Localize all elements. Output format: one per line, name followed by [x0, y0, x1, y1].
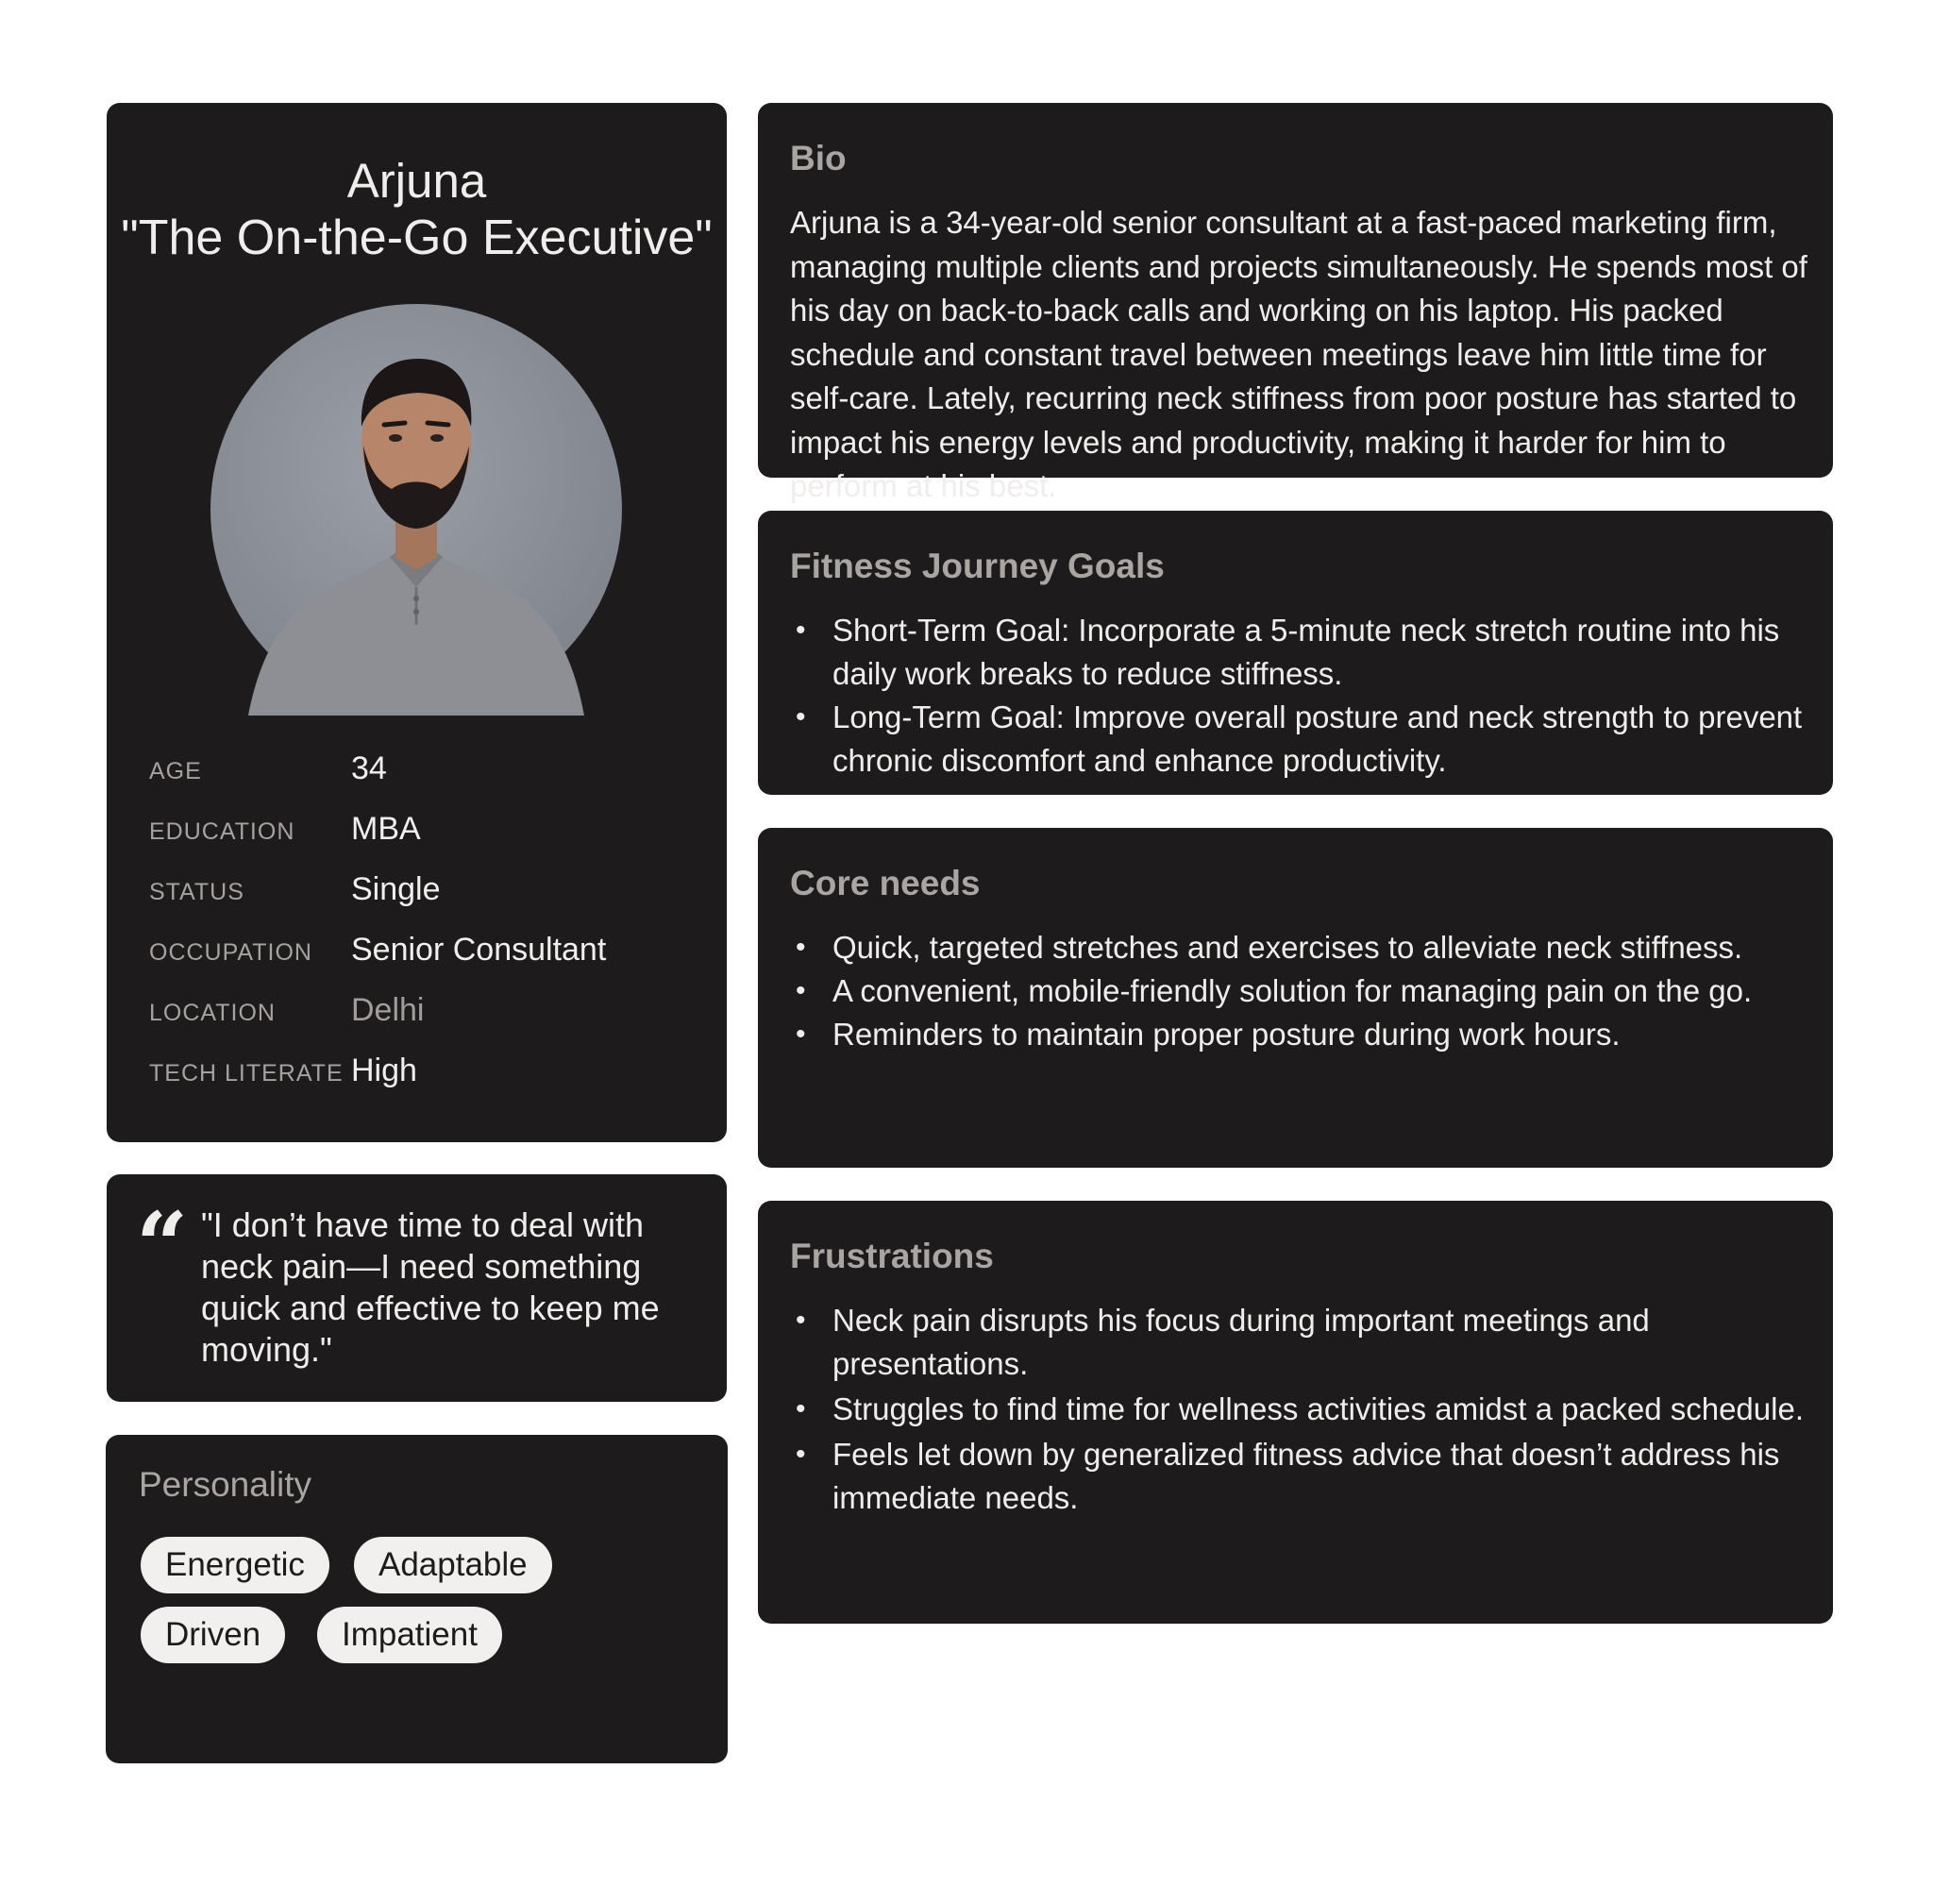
list-item: • Short-Term Goal: Incorporate a 5-minute neck stretch routine into his daily work breaks to reduce stiffness. — [790, 609, 1819, 696]
quote-card — [107, 1174, 727, 1402]
frustrations-list — [790, 1299, 1819, 1522]
core-needs-card — [758, 828, 1833, 1168]
list-item: • Feels let down by generalized fitness advice that doesn’t address his immediate needs. — [790, 1433, 1819, 1520]
fact-row-status — [149, 866, 706, 926]
personality-tag: Impatient — [317, 1607, 502, 1663]
fact-label: TECH LITERATE — [149, 1060, 344, 1087]
bio-text: Arjuna is a 34-year-old senior consultant at a fast-paced marketing firm, managing multiple clients and projects simultaneously. He spends most of his day on back-to-back calls and working on his laptop. His packed schedule and constant travel between meetings leave him little time for self-care. Lately, recurring neck stiffness from poor posture has started to impact his energy levels and productivity, making it harder for him to perform at his best. — [790, 205, 1807, 503]
section-title: Personality — [139, 1465, 312, 1504]
fact-label: EDUCATION — [149, 818, 295, 845]
list-item: • Reminders to maintain proper posture during work hours. — [790, 1013, 1819, 1056]
section-title: Core needs — [790, 864, 981, 902]
personality-card — [106, 1435, 728, 1763]
fact-value: Delhi — [351, 992, 425, 1028]
personality-tag: Energetic — [141, 1537, 329, 1593]
fact-row-occupation — [149, 926, 706, 986]
list-item: • Long-Term Goal: Improve overall posture and neck strength to prevent chronic discomfort and enhance productivity. — [790, 696, 1819, 783]
section-title: Bio — [790, 139, 847, 177]
fact-value: MBA — [351, 811, 421, 847]
fact-label: OCCUPATION — [149, 939, 312, 966]
fact-label: STATUS — [149, 879, 244, 905]
frustrations-card — [758, 1201, 1833, 1624]
fact-value: Senior Consultant — [351, 932, 607, 968]
section-title: Frustrations — [790, 1237, 994, 1275]
fact-row-location — [149, 986, 706, 1047]
list-item: • A convenient, mobile-friendly solution for managing pain on the go. — [790, 969, 1819, 1013]
fact-row-tech-literate — [149, 1047, 706, 1107]
goals-list — [790, 609, 1819, 783]
persona-tagline: "The On-the-Go Executive" — [121, 211, 713, 265]
section-title: Fitness Journey Goals — [790, 547, 1165, 585]
needs-list — [790, 926, 1819, 1056]
personality-tag: Driven — [141, 1607, 285, 1663]
list-item: • Neck pain disrupts his focus during important meetings and presentations. — [790, 1299, 1819, 1386]
fact-label: LOCATION — [149, 1000, 276, 1026]
list-item: • Quick, targeted stretches and exercises to alleviate neck stiffness. — [790, 926, 1819, 969]
fact-label: AGE — [149, 758, 202, 784]
persona-name: Arjuna — [346, 154, 487, 208]
fact-value: High — [351, 1053, 417, 1088]
avatar — [210, 304, 622, 716]
list-item: • Struggles to find time for wellness activities amidst a packed schedule. — [790, 1388, 1819, 1431]
fact-row-education — [149, 805, 706, 866]
avatar-illustration — [210, 304, 622, 716]
quote-icon: “ — [136, 1192, 189, 1299]
fact-value: Single — [351, 871, 441, 907]
profile-card — [107, 103, 727, 1142]
personality-tag: Adaptable — [354, 1537, 552, 1593]
persona-facts — [149, 745, 706, 1107]
quote-text: "I don’t have time to deal with neck pain—I need something quick and effective to keep me moving." — [201, 1205, 660, 1369]
bio-card — [758, 103, 1833, 503]
fact-row-age — [149, 745, 706, 805]
goals-card — [758, 511, 1833, 795]
fact-value: 34 — [351, 750, 387, 786]
